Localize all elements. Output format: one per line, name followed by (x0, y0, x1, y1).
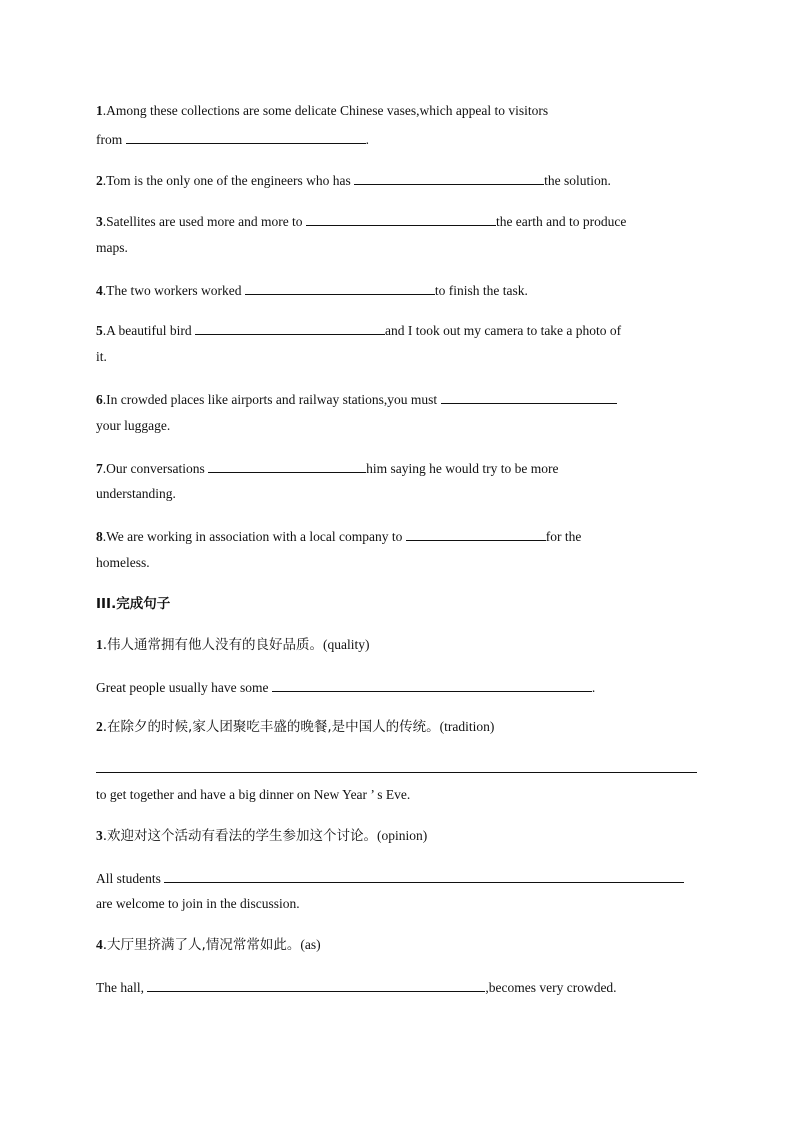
answer-blank[interactable] (147, 977, 485, 992)
question-text: your luggage. (96, 418, 171, 433)
sentence-3-answer-line-1 (96, 868, 684, 888)
question-number: 1 (96, 637, 103, 652)
answer-blank[interactable] (354, 170, 544, 185)
question-text: Great people usually have some (96, 680, 272, 695)
question-1-line-2 (96, 129, 369, 149)
answer-blank[interactable] (306, 211, 496, 226)
sentence-2-answer-line (96, 786, 410, 804)
answer-blank[interactable] (96, 772, 697, 773)
question-number: 1 (96, 103, 103, 118)
question-2 (96, 170, 611, 190)
keyword-hint: (quality) (323, 637, 370, 652)
chinese-sentence: .欢迎对这个活动有看法的学生参加这个讨论。 (102, 828, 378, 844)
question-text: .We are working in association with a local company to (102, 529, 406, 544)
keyword-hint: (as) (300, 937, 321, 952)
sentence-3-answer-line-2 (96, 895, 300, 913)
question-text: All students (96, 871, 165, 886)
keyword-hint: (opinion) (377, 828, 428, 843)
sentence-4-answer-line (96, 977, 617, 997)
answer-blank[interactable] (195, 320, 385, 335)
question-text: maps. (96, 240, 128, 255)
question-text: to get together and have a big dinner on New Year ’ s Eve. (96, 787, 411, 802)
question-number: 2 (96, 173, 103, 188)
question-6-line-2 (96, 417, 170, 435)
question-text: .The two workers worked (102, 283, 245, 298)
sentence-3-prompt (96, 827, 427, 845)
question-number: 3 (96, 214, 103, 229)
question-text: The hall, (96, 980, 148, 995)
question-text: from (96, 132, 126, 147)
answer-blank[interactable] (164, 868, 684, 883)
question-7-line-1 (96, 458, 558, 478)
chinese-sentence: .在除夕的时候,家人团聚吃丰盛的晚餐,是中国人的传统。 (102, 719, 440, 735)
question-number: 4 (96, 937, 103, 952)
question-text: . (365, 132, 369, 147)
question-text: . (591, 680, 596, 695)
question-number: 3 (96, 828, 103, 843)
question-text: to finish the task. (434, 283, 528, 298)
question-6-line-1 (96, 389, 617, 409)
sentence-4-prompt (96, 936, 321, 954)
section-heading: III.完成句子 (96, 596, 171, 612)
question-text: .Among these collections are some delicate Chinese vases,which appeal to visitors (102, 103, 549, 118)
sentence-2-prompt (96, 718, 494, 736)
question-text: for the (545, 529, 582, 544)
answer-blank[interactable] (245, 280, 435, 295)
question-number: 8 (96, 529, 103, 544)
question-number: 6 (96, 392, 103, 407)
question-3-line-1 (96, 211, 626, 231)
question-text: him saying he would try to be more (366, 461, 559, 476)
answer-blank[interactable] (272, 677, 592, 692)
question-8-line-2 (96, 554, 150, 572)
question-3-line-2 (96, 239, 128, 257)
question-text: .Satellites are used more and more to (102, 214, 306, 229)
chinese-sentence: .伟人通常拥有他人没有的良好品质。 (102, 637, 324, 653)
question-text: .In crowded places like airports and railway stations,you must (102, 392, 441, 407)
sentence-1-prompt (96, 636, 370, 654)
question-text: ,becomes very crowded. (485, 980, 617, 995)
question-number: 2 (96, 719, 103, 734)
question-text: it. (96, 349, 107, 364)
question-text: the solution. (544, 173, 611, 188)
chinese-sentence: .大厅里挤满了人,情况常常如此。 (102, 937, 301, 953)
question-text: .Tom is the only one of the engineers who has (102, 173, 355, 188)
question-number: 5 (96, 323, 103, 338)
question-text: are welcome to join in the discussion. (96, 896, 300, 911)
question-4 (96, 280, 528, 300)
answer-blank[interactable] (126, 129, 366, 144)
answer-blank[interactable] (441, 389, 617, 404)
question-number: 7 (96, 461, 103, 476)
question-1-line-1 (96, 102, 548, 120)
question-number: 4 (96, 283, 103, 298)
question-text: the earth and to produce (495, 214, 627, 229)
question-text: .A beautiful bird (102, 323, 195, 338)
question-5-line-2 (96, 348, 107, 366)
question-7-line-2 (96, 485, 176, 503)
keyword-hint: (tradition) (439, 719, 495, 734)
answer-blank[interactable] (208, 458, 366, 473)
question-text: and I took out my camera to take a photo of (384, 323, 622, 338)
question-text: understanding. (96, 486, 176, 501)
answer-blank[interactable] (406, 526, 546, 541)
sentence-1-answer-line (96, 677, 595, 697)
question-8-line-1 (96, 526, 581, 546)
question-5-line-1 (96, 320, 621, 340)
question-text: homeless. (96, 555, 150, 570)
question-text: .Our conversations (102, 461, 209, 476)
